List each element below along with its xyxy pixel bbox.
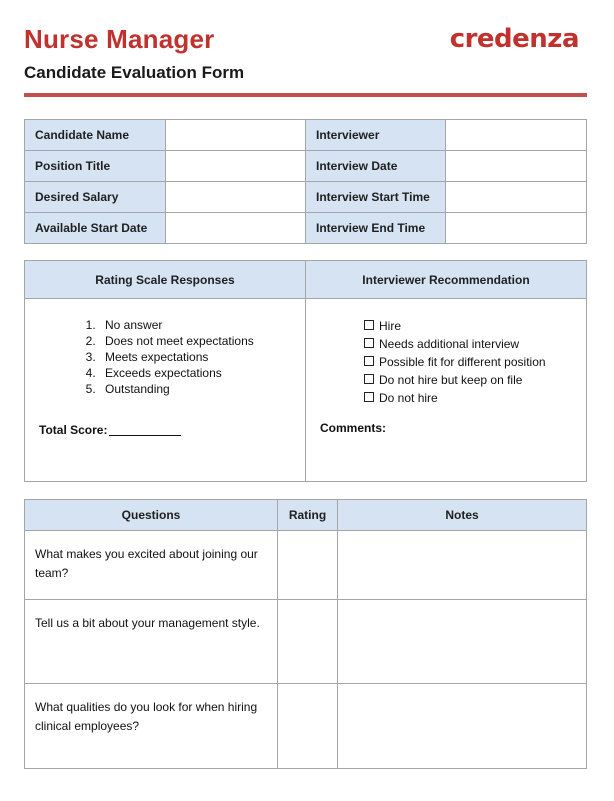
header-divider [24,93,587,97]
recommendation-option[interactable] [364,317,586,335]
scale-item: 4. Exceeds expectations [99,365,305,381]
notes-field[interactable] [338,531,587,600]
question-text: Tell us a bit about your management style. [25,600,278,684]
interview-end-time-field[interactable] [446,213,587,244]
checkbox-icon[interactable] [364,356,374,366]
recommendation-header: Interviewer Recommendation [306,261,587,299]
notes-field[interactable] [338,684,587,769]
interviewer-label: Interviewer [306,120,446,151]
questions-table [24,499,587,769]
recommendation-option[interactable] [364,389,586,407]
interview-start-time-field[interactable] [446,182,587,213]
recommendation-label: Do not hire [379,391,438,405]
table-row [25,684,587,769]
checkbox-icon[interactable] [364,320,374,330]
interviewer-field[interactable] [446,120,587,151]
desired-salary-label: Desired Salary [25,182,166,213]
rating-field[interactable] [278,531,338,600]
rating-field[interactable] [278,600,338,684]
position-title-label: Position Title [25,151,166,182]
recommendation-label: Needs additional interview [379,337,520,351]
available-start-date-label: Available Start Date [25,213,166,244]
info-row [25,213,587,244]
interview-date-label: Interview Date [306,151,446,182]
available-start-date-field[interactable] [166,213,306,244]
rating-recommendation-table [24,260,587,482]
rating-field[interactable] [278,684,338,769]
page-subtitle: Candidate Evaluation Form [24,63,245,82]
scale-item: 1. No answer [99,317,305,333]
recommendation-option[interactable] [364,353,586,371]
info-row [25,120,587,151]
form-header [24,22,587,98]
comments-label: Comments: [320,421,387,435]
desired-salary-field[interactable] [166,182,306,213]
interview-date-field[interactable] [446,151,587,182]
question-text: What qualities do you look for when hiring clinical employees? [25,684,278,769]
notes-field[interactable] [338,600,587,684]
total-score [39,423,181,437]
recommendation-option[interactable] [364,335,586,353]
rating-scale-header: Rating Scale Responses [25,261,306,299]
table-row [25,600,587,684]
questions-header: Questions [25,500,278,531]
checkbox-icon[interactable] [364,392,374,402]
table-row [25,531,587,600]
page-title: Nurse Manager [24,24,215,54]
info-row [25,151,587,182]
candidate-info-table [24,119,587,244]
total-score-label: Total Score: [39,423,108,437]
info-row [25,182,587,213]
rating-scale-cell [25,299,306,482]
recommendation-option[interactable] [364,371,586,389]
interview-start-time-label: Interview Start Time [306,182,446,213]
notes-header: Notes [338,500,587,531]
recommendation-cell [306,299,587,482]
recommendation-label: Do not hire but keep on file [379,373,523,387]
rating-scale-list [25,317,305,397]
recommendation-label: Possible fit for different position [379,355,546,369]
scale-item: 2. Does not meet expectations [99,333,305,349]
recommendation-label: Hire [379,319,402,333]
credenza-logo: credenza [449,24,579,54]
scale-item: 3. Meets expectations [99,349,305,365]
checkbox-icon[interactable] [364,374,374,384]
recommendation-list [306,317,586,407]
candidate-name-field[interactable] [166,120,306,151]
interview-end-time-label: Interview End Time [306,213,446,244]
scale-item: 5. Outstanding [99,381,305,397]
rating-header: Rating [278,500,338,531]
position-title-field[interactable] [166,151,306,182]
candidate-name-label: Candidate Name [25,120,166,151]
total-score-blank[interactable] [109,423,181,436]
question-text: What makes you excited about joining our team? [25,531,278,600]
checkbox-icon[interactable] [364,338,374,348]
